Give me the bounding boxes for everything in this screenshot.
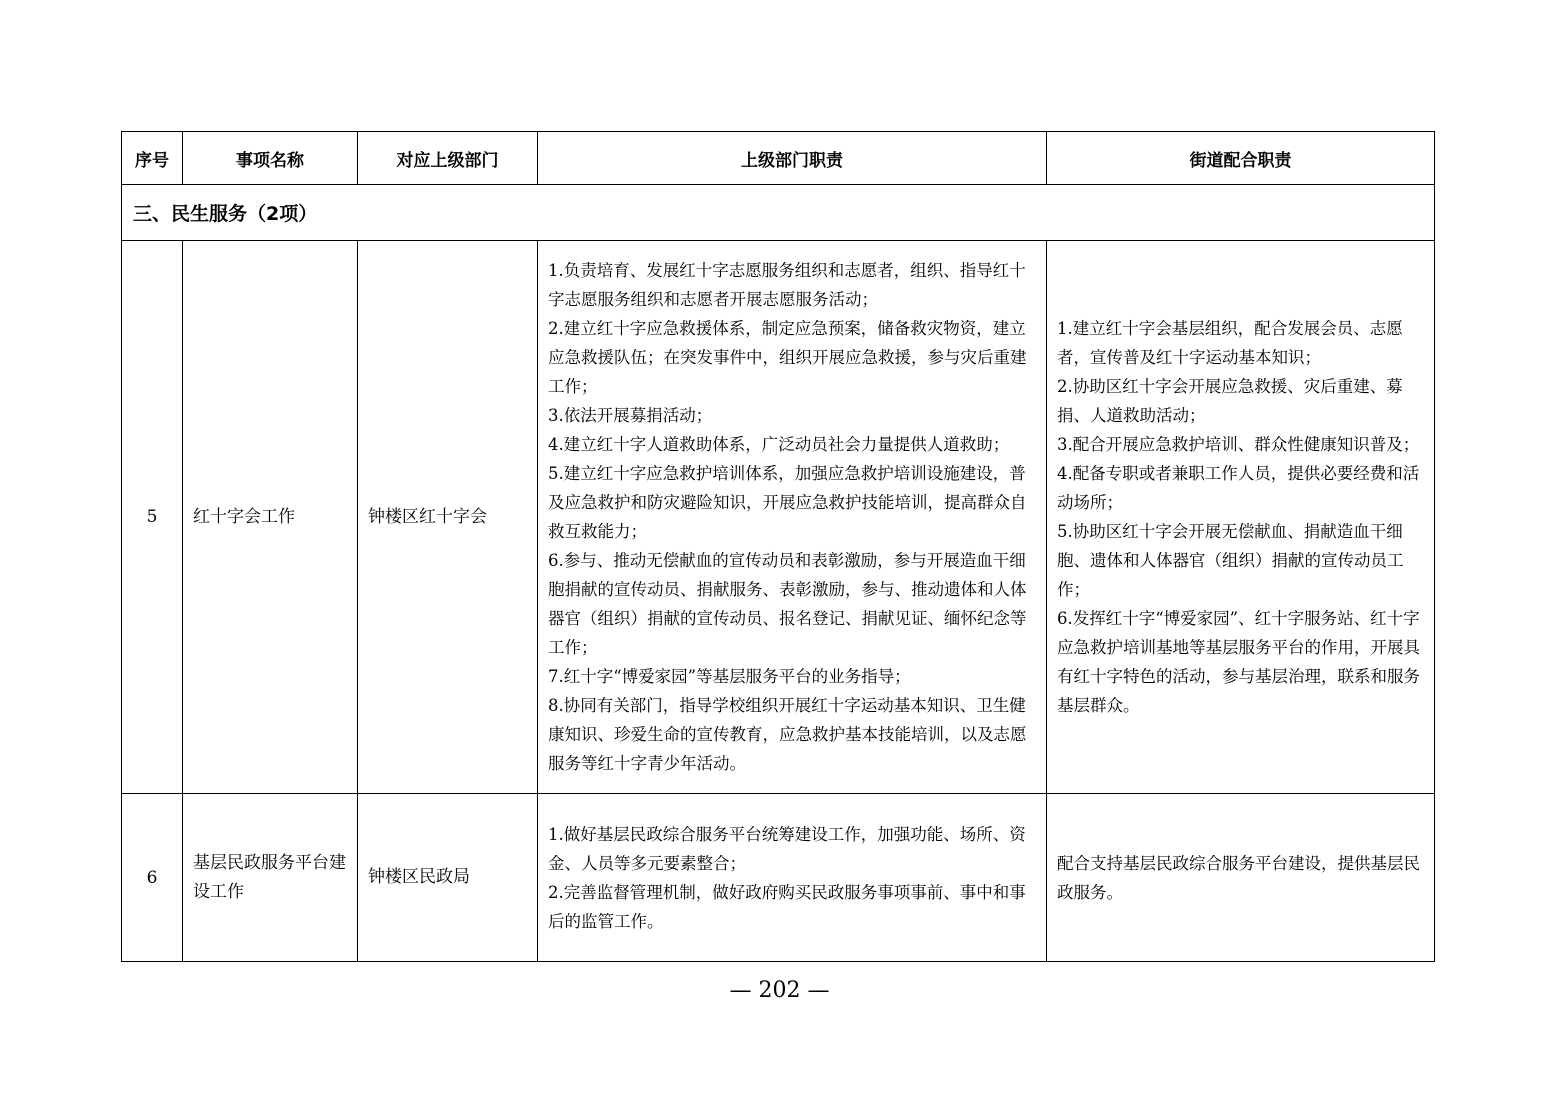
row-upper-duty	[538, 241, 1047, 794]
duty-line: 2.协助区红十字会开展应急救援、灾后重建、募捐、人道救助活动；	[1057, 377, 1403, 425]
section-title: 三、民生服务（2项）	[122, 185, 1435, 241]
duty-line: 配合支持基层民政综合服务平台建设，提供基层民政服务。	[1057, 853, 1420, 902]
duty-line: 2.建立红十字应急救援体系，制定应急预案，储备救灾物资，建立应急救援队伍；在突发事件中，组织开展应急救援，参与灾后重建工作；	[548, 319, 1027, 396]
row-dept: 钟楼区民政局	[358, 794, 538, 962]
row-street-duty	[1047, 794, 1435, 962]
duty-line: 5.建立红十字应急救护培训体系，加强应急救护培训设施建设，普及应急救护和防灾避险知识，开展应急救护技能培训，提高群众自救互救能力；	[548, 464, 1027, 541]
table-row	[122, 241, 1435, 794]
duty-line: 7.红十字“博爱家园”等基层服务平台的业务指导；	[548, 667, 911, 686]
header-item: 事项名称	[183, 132, 358, 185]
header-street-duty: 街道配合职责	[1047, 132, 1435, 185]
duty-line: 1.负责培育、发展红十字志愿服务组织和志愿者，组织、指导红十字志愿服务组织和志愿者开展志愿服务活动；	[548, 261, 1026, 309]
duty-line: 2.完善监督管理机制，做好政府购买民政服务事项事前、事中和事后的监管工作。	[548, 882, 1026, 931]
duty-line: 4.建立红十字人道救助体系，广泛动员社会力量提供人道救助；	[548, 435, 1010, 454]
row-seq: 5	[122, 241, 183, 794]
row-upper-duty	[538, 794, 1047, 962]
header-upper-duty: 上级部门职责	[538, 132, 1047, 185]
header-seq: 序号	[122, 132, 183, 185]
duty-line: 6.发挥红十字“博爱家园”、红十字服务站、红十字应急救护培训基地等基层服务平台的作用，开展具有红十字特色的活动，参与基层治理，联系和服务基层群众。	[1057, 609, 1420, 715]
page-number: — 202 —	[729, 978, 830, 1003]
duty-line: 1.做好基层民政综合服务平台统筹建设工作，加强功能、场所、资金、人员等多元要素整合；	[548, 824, 1026, 873]
row-street-duty	[1047, 241, 1435, 794]
duty-table	[121, 131, 1435, 962]
duty-line: 1.建立红十字会基层组织，配合发展会员、志愿者，宣传普及红十字运动基本知识；	[1057, 319, 1403, 367]
row-item: 基层民政服务平台建设工作	[183, 794, 358, 962]
duty-line: 4.配备专职或者兼职工作人员，提供必要经费和活动场所；	[1057, 464, 1420, 512]
duty-line: 3.配合开展应急救护培训、群众性健康知识普及；	[1057, 435, 1420, 454]
duty-line: 3.依法开展募捐活动；	[548, 406, 713, 425]
row-dept: 钟楼区红十字会	[358, 241, 538, 794]
duty-line: 5.协助区红十字会开展无偿献血、捐献造血干细胞、遗体和人体器官（组织）捐献的宣传动员工作；	[1057, 522, 1404, 599]
table-header-row	[122, 132, 1435, 185]
section-row	[122, 185, 1435, 241]
row-item: 红十字会工作	[183, 241, 358, 794]
header-dept: 对应上级部门	[358, 132, 538, 185]
row-seq: 6	[122, 794, 183, 962]
duty-line: 8.协同有关部门，指导学校组织开展红十字运动基本知识、卫生健康知识、珍爱生命的宣传教育，应急救护基本技能培训，以及志愿服务等红十字青少年活动。	[548, 696, 1027, 773]
duty-line: 6.参与、推动无偿献血的宣传动员和表彰激励，参与开展造血干细胞捐献的宣传动员、捐献服务、表彰激励，参与、推动遗体和人体器官（组织）捐献的宣传动员、报名登记、捐献见证、缅怀纪念等工作；	[548, 551, 1027, 657]
table-row	[122, 794, 1435, 962]
